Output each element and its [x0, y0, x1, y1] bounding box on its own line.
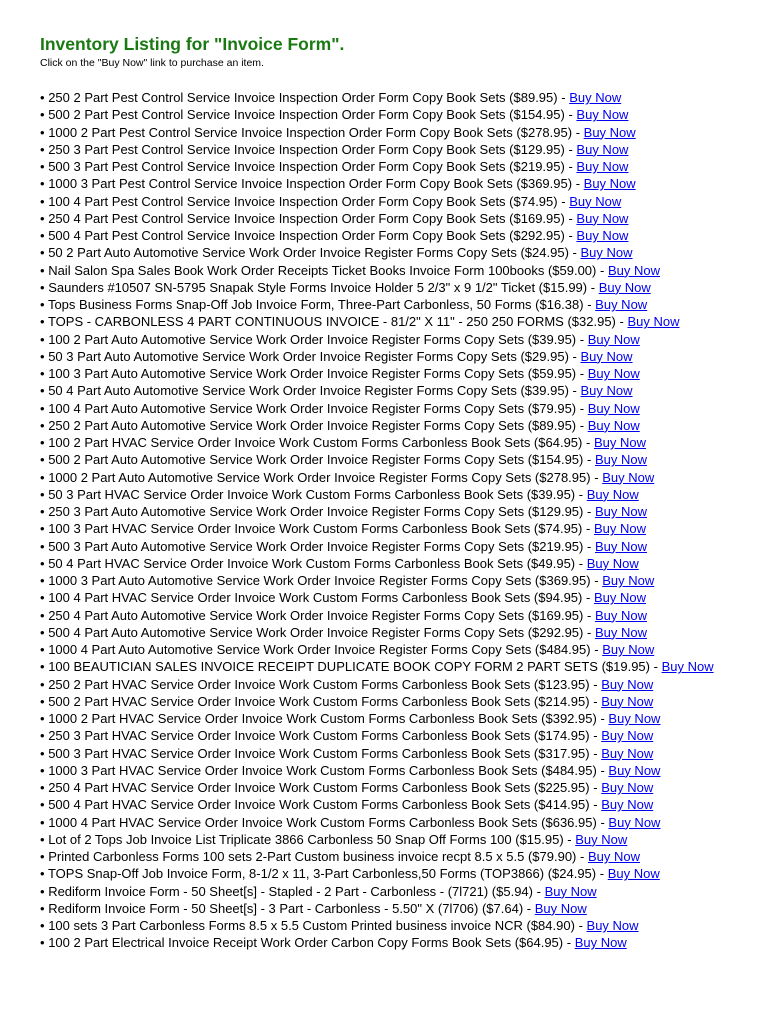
- item-separator: -: [578, 486, 584, 502]
- item-separator: -: [594, 642, 599, 657]
- bullet-icon: •: [40, 417, 45, 433]
- item-separator: -: [593, 745, 598, 761]
- buy-now-link[interactable]: Buy Now: [569, 193, 622, 209]
- bullet-icon: •: [40, 159, 45, 174]
- item-separator: -: [568, 228, 573, 243]
- buy-now-link[interactable]: Buy Now: [602, 469, 655, 485]
- page-title: Inventory Listing for "Invoice Form".: [40, 34, 345, 54]
- buy-now-link[interactable]: Buy Now: [594, 607, 647, 623]
- item-separator: -: [579, 400, 585, 416]
- bullet-icon: •: [40, 331, 45, 347]
- list-item: [40, 607, 770, 624]
- buy-now-link[interactable]: Buy Now: [602, 642, 655, 657]
- buy-now-link[interactable]: Buy Now: [608, 814, 661, 830]
- bullet-icon: •: [40, 107, 45, 123]
- list-item: [40, 658, 770, 675]
- item-separator: -: [575, 124, 581, 140]
- item-separator: -: [572, 383, 577, 399]
- list-item: [40, 313, 770, 330]
- bullet-icon: •: [40, 245, 45, 261]
- buy-now-link[interactable]: Buy Now: [593, 435, 646, 450]
- item-separator: -: [585, 590, 591, 606]
- list-item: [40, 193, 770, 210]
- item-description: 100 BEAUTICIAN SALES INVOICE RECEIPT DUPLICATE BOOK COPY FORM 2 PART SETS ($19.95): [48, 659, 650, 675]
- item-description: TOPS Snap-Off Job Invoice Form, 8-1/2 x 11, 3-Part Carbonless,50 Forms (TOP3866) ($24.95): [47, 866, 597, 882]
- item-separator: -: [580, 849, 585, 864]
- item-description: 1000 3 Part Auto Automotive Service Work Order Invoice Register Forms Copy Sets ($369.95): [48, 573, 591, 588]
- list-item: [40, 279, 770, 296]
- buy-now-link[interactable]: Buy Now: [601, 745, 654, 761]
- buy-now-link[interactable]: Buy Now: [593, 590, 646, 606]
- bullet-icon: •: [40, 297, 45, 312]
- bullet-icon: •: [40, 383, 45, 399]
- item-separator: -: [586, 624, 592, 640]
- page-instructions: Click on the "Buy Now" link to purchase an item.: [40, 57, 264, 69]
- buy-now-link[interactable]: Buy Now: [534, 900, 587, 916]
- bullet-icon: •: [40, 624, 45, 640]
- list-item: [40, 158, 770, 175]
- item-description: Lot of 2 Tops Job Invoice List Triplicate 3866 Carbonless 50 Snap Off Forms 100 ($15.95): [48, 831, 564, 847]
- bullet-icon: •: [40, 659, 45, 675]
- bullet-icon: •: [40, 797, 45, 813]
- buy-now-link[interactable]: Buy Now: [608, 711, 661, 726]
- item-description: 100 4 Part Auto Automotive Service Work Order Invoice Register Forms Copy Sets ($79.95): [48, 400, 577, 416]
- item-separator: -: [619, 314, 624, 330]
- bullet-icon: •: [40, 538, 45, 554]
- buy-now-link[interactable]: Buy Now: [661, 659, 714, 675]
- item-description: 250 3 Part HVAC Service Order Invoice Work Custom Forms Carbonless Book Sets ($174.95): [48, 728, 590, 744]
- item-description: 250 4 Part Pest Control Service Invoice Inspection Order Form Copy Book Sets ($169.95): [48, 210, 565, 226]
- item-separator: -: [593, 780, 598, 795]
- list-item: [40, 572, 770, 589]
- bullet-icon: •: [40, 866, 45, 882]
- list-item: [40, 451, 770, 468]
- list-item: [40, 693, 770, 710]
- item-separator: -: [587, 297, 592, 312]
- list-item: [40, 244, 770, 261]
- item-description: 500 4 Part Auto Automotive Service Work Order Invoice Register Forms Copy Sets ($292.95): [48, 624, 584, 640]
- item-separator: -: [568, 141, 573, 157]
- item-separator: -: [586, 538, 592, 554]
- list-item: [40, 727, 770, 744]
- item-separator: -: [593, 693, 598, 709]
- item-description: Saunders #10507 SN-5795 Snapak Style Forms Invoice Holder 5 2/3" x 9 1/2" Ticket ($15.99): [48, 279, 588, 295]
- item-description: 50 4 Part HVAC Service Order Invoice Work Custom Forms Carbonless Book Sets ($49.95): [48, 555, 576, 571]
- buy-now-link[interactable]: Buy Now: [580, 245, 633, 261]
- buy-now-link[interactable]: Buy Now: [587, 400, 640, 416]
- item-separator: -: [586, 504, 592, 519]
- buy-now-link[interactable]: Buy Now: [576, 107, 629, 123]
- item-separator: -: [593, 728, 598, 744]
- buy-now-link[interactable]: Buy Now: [576, 210, 629, 226]
- bullet-icon: •: [40, 590, 45, 606]
- buy-now-link[interactable]: Buy Now: [598, 279, 651, 295]
- item-description: 100 3 Part HVAC Service Order Invoice Work Custom Forms Carbonless Book Sets ($74.95): [48, 521, 583, 537]
- item-separator: -: [590, 279, 596, 295]
- item-description: 100 2 Part HVAC Service Order Invoice Work Custom Forms Carbonless Book Sets ($64.95): [48, 435, 583, 450]
- item-description: 1000 4 Part Auto Automotive Service Work Order Invoice Register Forms Copy Sets ($484.95): [48, 642, 591, 657]
- item-description: Rediform Invoice Form - 50 Sheet[s] - 3 Part - Carbonless - 5.50" X (7l706) ($7.64): [48, 900, 524, 916]
- buy-now-link[interactable]: Buy Now: [586, 555, 639, 571]
- list-item: [40, 934, 770, 951]
- list-item: [40, 814, 770, 831]
- item-separator: -: [593, 676, 598, 692]
- list-item: [40, 331, 770, 348]
- item-separator: -: [586, 607, 592, 623]
- item-description: 250 4 Part HVAC Service Order Invoice Work Custom Forms Carbonless Book Sets ($225.95): [48, 780, 590, 795]
- bullet-icon: •: [40, 555, 45, 571]
- item-description: Nail Salon Spa Sales Book Work Order Receipts Ticket Books Invoice Form 100books ($59.00): [48, 262, 597, 278]
- item-description: 250 3 Part Auto Automotive Service Work Order Invoice Register Forms Copy Sets ($129.95): [48, 504, 584, 519]
- buy-now-link[interactable]: Buy Now: [607, 262, 660, 278]
- buy-now-link[interactable]: Buy Now: [576, 141, 629, 157]
- item-separator: -: [585, 521, 591, 537]
- list-item: [40, 106, 770, 123]
- item-description: 100 2 Part Auto Automotive Service Work Order Invoice Register Forms Copy Sets ($39.95): [48, 331, 577, 347]
- item-separator: -: [572, 348, 577, 364]
- bullet-icon: •: [40, 279, 45, 295]
- item-separator: -: [600, 814, 605, 830]
- item-separator: -: [526, 900, 532, 916]
- item-description: 250 2 Part Pest Control Service Invoice Inspection Order Form Copy Book Sets ($89.95): [48, 90, 558, 105]
- item-separator: -: [600, 711, 605, 726]
- list-item: [40, 210, 770, 227]
- item-separator: -: [567, 831, 572, 847]
- bullet-icon: •: [40, 228, 45, 243]
- item-separator: -: [572, 245, 577, 261]
- buy-now-link[interactable]: Buy Now: [583, 176, 636, 192]
- inventory-list: [40, 89, 770, 952]
- item-description: 500 3 Part HVAC Service Order Invoice Work Custom Forms Carbonless Book Sets ($317.95): [48, 745, 590, 761]
- item-description: 500 2 Part Auto Automotive Service Work Order Invoice Register Forms Copy Sets ($154.95): [48, 452, 584, 468]
- item-separator: -: [566, 935, 572, 951]
- list-item: [40, 382, 770, 399]
- bullet-icon: •: [40, 642, 45, 657]
- list-item: [40, 262, 770, 279]
- buy-now-link[interactable]: Buy Now: [602, 573, 655, 588]
- bullet-icon: •: [40, 176, 45, 192]
- buy-now-link[interactable]: Buy Now: [544, 883, 597, 899]
- item-description: Rediform Invoice Form - 50 Sheet[s] - Stapled - 2 Part - Carbonless - (7l721) ($5.94): [48, 883, 533, 899]
- buy-now-link[interactable]: Buy Now: [580, 348, 633, 364]
- item-separator: -: [593, 797, 598, 813]
- bullet-icon: •: [40, 90, 45, 105]
- bullet-icon: •: [40, 210, 45, 226]
- bullet-icon: •: [40, 745, 45, 761]
- bullet-icon: •: [40, 676, 45, 692]
- buy-now-link[interactable]: Buy Now: [601, 676, 654, 692]
- bullet-icon: •: [40, 452, 45, 468]
- item-separator: -: [575, 176, 581, 192]
- item-separator: -: [561, 90, 566, 105]
- bullet-icon: •: [40, 521, 45, 537]
- item-description: 50 3 Part Auto Automotive Service Work Order Invoice Register Forms Copy Sets ($29.95): [48, 348, 569, 364]
- item-description: 100 4 Part Pest Control Service Invoice Inspection Order Form Copy Book Sets ($74.95): [48, 193, 558, 209]
- item-description: 500 4 Part HVAC Service Order Invoice Work Custom Forms Carbonless Book Sets ($414.95): [48, 797, 590, 813]
- item-separator: -: [579, 366, 585, 381]
- item-description: 1000 2 Part HVAC Service Order Invoice Work Custom Forms Carbonless Book Sets ($392.95): [48, 711, 597, 726]
- buy-now-link[interactable]: Buy Now: [587, 331, 640, 347]
- bullet-icon: •: [40, 900, 45, 916]
- bullet-icon: •: [40, 469, 45, 485]
- item-separator: -: [586, 452, 592, 468]
- item-description: 500 2 Part HVAC Service Order Invoice Work Custom Forms Carbonless Book Sets ($214.95): [48, 693, 590, 709]
- buy-now-link[interactable]: Buy Now: [601, 780, 654, 795]
- item-separator: -: [568, 210, 573, 226]
- item-description: 1000 3 Part Pest Control Service Invoice Inspection Order Form Copy Book Sets ($369.95): [48, 176, 573, 192]
- list-item: [40, 520, 770, 537]
- bullet-icon: •: [40, 693, 45, 709]
- bullet-icon: •: [40, 883, 45, 899]
- buy-now-link[interactable]: Buy Now: [587, 849, 641, 864]
- list-item: [40, 175, 770, 192]
- buy-now-link[interactable]: Buy Now: [583, 124, 636, 140]
- item-separator: -: [568, 107, 573, 123]
- list-item: [40, 365, 770, 382]
- buy-now-link[interactable]: Buy Now: [595, 297, 648, 312]
- bullet-icon: •: [40, 124, 45, 140]
- item-description: 50 4 Part Auto Automotive Service Work Order Invoice Register Forms Copy Sets ($39.95): [48, 383, 569, 399]
- item-separator: -: [561, 193, 566, 209]
- buy-now-link[interactable]: Buy Now: [608, 762, 661, 778]
- buy-now-link[interactable]: Buy Now: [594, 538, 647, 554]
- item-description: 500 2 Part Pest Control Service Invoice Inspection Order Form Copy Book Sets ($154.95): [48, 107, 565, 123]
- list-item: [40, 296, 770, 313]
- buy-now-link[interactable]: Buy Now: [601, 728, 654, 744]
- bullet-icon: •: [40, 831, 45, 847]
- buy-now-link[interactable]: Buy Now: [569, 90, 622, 105]
- bullet-icon: •: [40, 711, 45, 726]
- bullet-icon: •: [40, 366, 45, 381]
- item-description: 100 2 Part Electrical Invoice Receipt Work Order Carbon Copy Forms Book Sets ($64.95): [48, 935, 564, 951]
- item-description: 500 3 Part Auto Automotive Service Work Order Invoice Register Forms Copy Sets ($219.95): [48, 538, 584, 554]
- buy-now-link[interactable]: Buy Now: [607, 866, 660, 882]
- list-item: [40, 865, 770, 882]
- bullet-icon: •: [40, 348, 45, 364]
- item-separator: -: [594, 573, 599, 588]
- bullet-icon: •: [40, 193, 45, 209]
- bullet-icon: •: [40, 780, 45, 795]
- item-separator: -: [585, 435, 591, 450]
- buy-now-link[interactable]: Buy Now: [586, 486, 639, 502]
- list-item: [40, 917, 770, 934]
- list-item: [40, 538, 770, 555]
- list-item: [40, 555, 770, 572]
- bullet-icon: •: [40, 141, 45, 157]
- item-description: 1000 2 Part Auto Automotive Service Work Order Invoice Register Forms Copy Sets ($278.95): [48, 469, 591, 485]
- item-description: 500 4 Part Pest Control Service Invoice Inspection Order Form Copy Book Sets ($292.95): [48, 228, 565, 243]
- buy-now-link[interactable]: Buy Now: [587, 366, 640, 381]
- bullet-icon: •: [40, 486, 45, 502]
- bullet-icon: •: [40, 435, 45, 450]
- buy-now-link[interactable]: Buy Now: [594, 504, 647, 519]
- buy-now-link[interactable]: Buy Now: [576, 159, 629, 174]
- list-item: [40, 503, 770, 520]
- list-item: [40, 417, 770, 434]
- list-item: [40, 779, 770, 796]
- list-item: [40, 141, 770, 158]
- item-description: Printed Carbonless Forms 100 sets 2-Part Custom business invoice recpt 8.5 x 5.5 ($79.90): [48, 849, 577, 864]
- item-separator: -: [579, 417, 585, 433]
- item-description: 250 4 Part Auto Automotive Service Work Order Invoice Register Forms Copy Sets ($169.95): [48, 607, 584, 623]
- list-item: [40, 486, 770, 503]
- list-item: [40, 348, 770, 365]
- item-separator: -: [653, 659, 658, 675]
- bullet-icon: •: [40, 728, 45, 744]
- item-description: 1000 3 Part HVAC Service Order Invoice Work Custom Forms Carbonless Book Sets ($484.95): [48, 762, 597, 778]
- item-description: 250 2 Part Auto Automotive Service Work Order Invoice Register Forms Copy Sets ($89.95): [48, 417, 577, 433]
- buy-now-link[interactable]: Buy Now: [574, 935, 627, 951]
- buy-now-link[interactable]: Buy Now: [594, 452, 647, 468]
- bullet-icon: •: [40, 814, 45, 830]
- list-item: [40, 227, 770, 244]
- list-item: [40, 89, 770, 106]
- bullet-icon: •: [40, 400, 45, 416]
- buy-now-link[interactable]: Buy Now: [586, 918, 639, 933]
- list-item: [40, 831, 770, 848]
- list-item: [40, 400, 770, 417]
- item-description: 1000 2 Part Pest Control Service Invoice Inspection Order Form Copy Book Sets ($278.95): [48, 124, 573, 140]
- list-item: [40, 883, 770, 900]
- list-item: [40, 762, 770, 779]
- list-item: [40, 624, 770, 641]
- list-item: [40, 434, 770, 451]
- item-description: 1000 4 Part HVAC Service Order Invoice Work Custom Forms Carbonless Book Sets ($636.95): [48, 814, 597, 830]
- item-description: 250 2 Part HVAC Service Order Invoice Work Custom Forms Carbonless Book Sets ($123.95): [48, 676, 590, 692]
- bullet-icon: •: [40, 314, 45, 330]
- item-description: 500 3 Part Pest Control Service Invoice Inspection Order Form Copy Book Sets ($219.95): [48, 159, 565, 174]
- buy-now-link[interactable]: Buy Now: [601, 797, 654, 813]
- buy-now-link[interactable]: Buy Now: [580, 383, 633, 399]
- buy-now-link[interactable]: Buy Now: [627, 314, 680, 330]
- item-description: 100 sets 3 Part Carbonless Forms 8.5 x 5.5 Custom Printed business invoice NCR ($84.90): [48, 918, 575, 933]
- list-item: [40, 124, 770, 141]
- item-description: 250 3 Part Pest Control Service Invoice Inspection Order Form Copy Book Sets ($129.95): [48, 141, 565, 157]
- item-description: Tops Business Forms Snap-Off Job Invoice Form, Three-Part Carbonless, 50 Forms ($16.38): [47, 297, 584, 312]
- item-separator: -: [594, 469, 599, 485]
- bullet-icon: •: [40, 935, 45, 951]
- buy-now-link[interactable]: Buy Now: [593, 521, 646, 537]
- item-separator: -: [578, 918, 583, 933]
- buy-now-link[interactable]: Buy Now: [575, 831, 628, 847]
- buy-now-link[interactable]: Buy Now: [587, 417, 640, 433]
- list-item: [40, 710, 770, 727]
- list-item: [40, 641, 770, 658]
- buy-now-link[interactable]: Buy Now: [576, 228, 629, 243]
- item-separator: -: [568, 159, 573, 174]
- item-separator: -: [536, 883, 541, 899]
- item-separator: -: [599, 866, 605, 882]
- item-separator: -: [579, 331, 585, 347]
- item-description: 50 3 Part HVAC Service Order Invoice Work Custom Forms Carbonless Book Sets ($39.95): [48, 486, 576, 502]
- list-item: [40, 589, 770, 606]
- bullet-icon: •: [40, 504, 45, 519]
- bullet-icon: •: [40, 849, 45, 864]
- item-description: 100 3 Part Auto Automotive Service Work Order Invoice Register Forms Copy Sets ($59.95): [48, 366, 577, 381]
- list-item: [40, 676, 770, 693]
- list-item: [40, 469, 770, 486]
- bullet-icon: •: [40, 607, 45, 623]
- item-description: 50 2 Part Auto Automotive Service Work Order Invoice Register Forms Copy Sets ($24.95): [48, 245, 569, 261]
- item-description: 100 4 Part HVAC Service Order Invoice Work Custom Forms Carbonless Book Sets ($94.95): [48, 590, 583, 606]
- list-item: [40, 745, 770, 762]
- bullet-icon: •: [40, 573, 45, 588]
- bullet-icon: •: [40, 918, 45, 933]
- bullet-icon: •: [40, 262, 45, 278]
- item-separator: -: [600, 262, 605, 278]
- list-item: [40, 848, 770, 865]
- buy-now-link[interactable]: Buy Now: [594, 624, 647, 640]
- list-item: [40, 796, 770, 813]
- bullet-icon: •: [40, 762, 45, 778]
- item-separator: -: [600, 762, 605, 778]
- buy-now-link[interactable]: Buy Now: [601, 693, 654, 709]
- item-description: TOPS - CARBONLESS 4 PART CONTINUOUS INVOICE - 81/2" X 11" - 250 250 FORMS ($32.95): [47, 314, 616, 330]
- item-separator: -: [578, 555, 584, 571]
- list-item: [40, 900, 770, 917]
